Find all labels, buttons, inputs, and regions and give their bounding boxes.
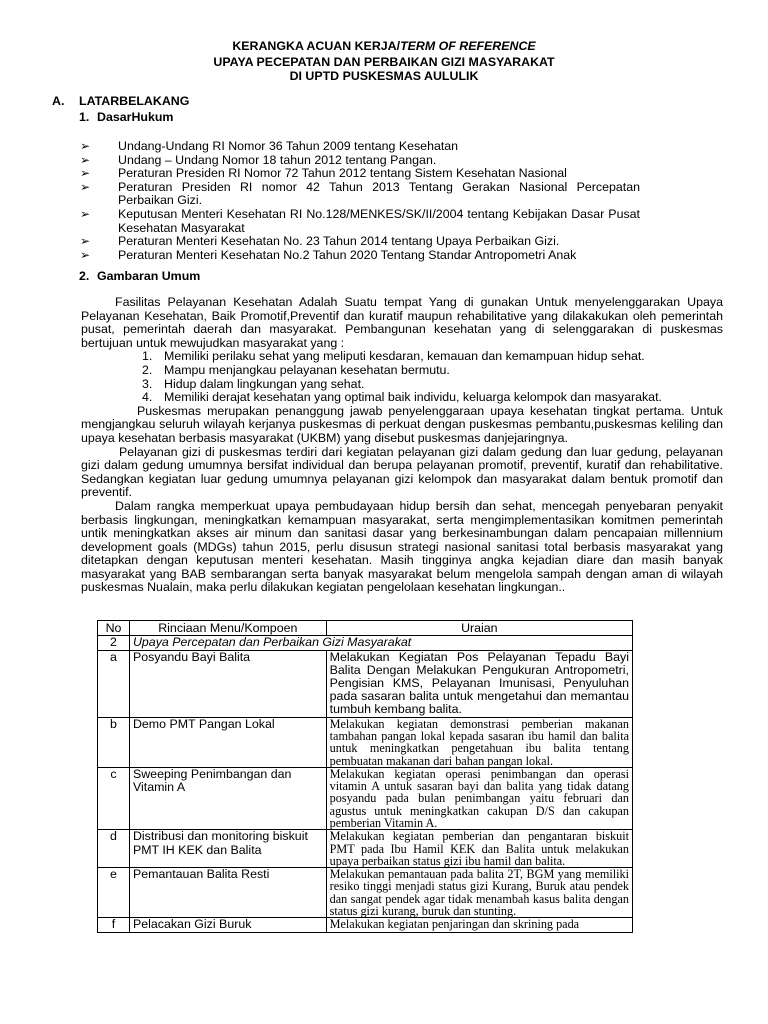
subsection-number: 1. xyxy=(79,110,90,124)
list-item-text: Mampu menjangkau pelayanan kesehatan bermutu. xyxy=(164,362,450,377)
paragraph: Puskesmas merupakan penanggung jawab penyelenggaraan upaya kesehatan tingkat pertama. Untuk mengjangkau seluruh wilayah kerjanya puskesmas di perkuat dengan puskesmas pembantu,puskesmas keliling dan upaya kesehatan berbasis masyarakat (UKBM) yang disebut puskesmas danjejaringnya. xyxy=(81,403,723,445)
arrow-bullet-icon: ➢ xyxy=(80,206,91,221)
row-menu: Demo PMT Pangan Lokal xyxy=(129,717,326,767)
section-a-heading xyxy=(52,95,189,109)
paragraph: Dalam rangka memperkuat upaya pembudayaan hidup bersih dan sehat, mencegah penyebaran penyakit berbasis lingkungan, meningkatkan kemampuan masyarakat, serta mengimplementasikan komitmen pemerintah untik meningkatkan akses air minum dan sanitasi dasar yang berkesinambungan dalam pencapaian millennium development goals (MDGs) tahun 2015, perlu disusun strategi nasional sanitasi total berbasis masyarakat yang ditetapkan dengan keputusan menteri kesehatan. Masih tingginya angka kejadian diare dan masih banyak masyarakat yang BAB sembarangan serta banyak masyarakat belum mengelola sampah dengan aman di wilayah puskesmas Nualain, maka perlu dilakukan kegiatan pengelolaan kesehatan lingkungan.. xyxy=(81,498,723,595)
list-item-text: Peraturan Menteri Kesehatan No.2 Tahun 2020 Tentang Standar Antropometri Anak xyxy=(118,247,577,262)
subsection-1-heading xyxy=(79,111,173,125)
list-item xyxy=(81,350,723,364)
row-uraian: Melakukan pemantauan pada balita 2T, BGM yang memiliki resiko tinggi menjadi status gizi Kurang, Buruk atau pendek dan sangat pendek agar tidak menambah kasus balita dengan status gizi kurang, buruk dan stunting. xyxy=(326,868,632,918)
subsection-number: 2. xyxy=(79,269,90,283)
list-number: 2. xyxy=(142,362,153,377)
row-uraian: Melakukan Kegiatan Pos Pelayanan Tepadu Bayi Balita Dengan Melakukan Pengukuran Antropometri, Pengisian KMS, Pelayanan Imunisasi, Penyuluhan pada sasaran balita untuk mengetahui dan memantau tumbuh kembang balita. xyxy=(326,650,632,717)
gambaran-umum-body xyxy=(81,296,723,595)
list-item xyxy=(80,208,640,235)
row-letter: c xyxy=(98,767,130,829)
arrow-bullet-icon: ➢ xyxy=(80,247,91,262)
list-item-text: Memiliki derajat kesehatan yang optimal baik individu, keluarga kelompok dan masyarakat. xyxy=(164,390,662,405)
row-letter: f xyxy=(98,918,130,933)
row-menu: Distribusi dan monitoring biskuit PMT IH KEK dan Balita xyxy=(129,830,326,868)
list-item-text: Memiliki perilaku sehat yang meliputi kesdaran, kemauan dan kemampuan hidup sehat. xyxy=(164,349,645,364)
row-letter: a xyxy=(98,650,130,717)
table-row xyxy=(98,650,633,717)
list-item xyxy=(81,364,723,378)
arrow-bullet-icon: ➢ xyxy=(80,166,91,181)
list-number: 3. xyxy=(142,376,153,391)
table-row xyxy=(98,767,633,829)
section-title-cell: Upaya Percepatan dan Perbaikan Gizi Masyarakat xyxy=(129,636,632,651)
list-item xyxy=(80,154,640,168)
table-row xyxy=(98,868,633,918)
doc-title-line3: DI UPTD PUSKESMAS AULULIK xyxy=(289,69,479,83)
numbered-list xyxy=(81,350,723,404)
subsection-2-heading xyxy=(79,270,200,284)
row-uraian: Melakukan kegiatan operasi penimbangan dan operasi vitamin A untuk sasaran bayi dan balita yang tidak datang posyandu pada bulan penimbangan yaitu februari dan agustus untuk meningkatkan cakupan D/S dan cakupan pemberian Vitamin A. xyxy=(326,767,632,829)
list-item-text: Keputusan Menteri Kesehatan RI No.128/MENKES/SK/II/2004 tentang Kebijakan Dasar Pusat Kesehatan Masyarakat xyxy=(118,206,640,235)
title-prefix: KERANGKA ACUAN KERJA/ xyxy=(232,39,401,53)
list-item xyxy=(80,249,640,263)
row-letter: b xyxy=(98,717,130,767)
section-title: LATARBELAKANG xyxy=(79,94,190,108)
row-uraian: Melakukan kegiatan demonstrasi pemberian makanan tambahan pangan lokal kepada sasaran ibu hamil dan balita untuk meningkatkan pengetahuan ibu balita tentang pembuatan makanan dari bahan pangan lokal. xyxy=(326,717,632,767)
section-number: A. xyxy=(52,94,65,108)
dasar-hukum-list xyxy=(80,140,640,262)
section-number-cell: 2 xyxy=(98,636,130,651)
paragraph: Fasilitas Pelayanan Kesehatan Adalah Suatu tempat Yang di gunakan Untuk menyelenggarakan Upaya Pelayanan Kesehatan, Baik Promotif,Preventif dan kuratif maupun rehabilitative yang dilakakukan oleh pemerintah pusat, pemerintah daerah dan masyarakat. Pembangunan kesehatan yang di selenggarakan di puskesmas bertujuan untuk mewujudkan masyarakat yang : xyxy=(81,295,723,350)
list-item xyxy=(81,378,723,392)
doc-title-line2: UPAYA PECEPATAN DAN PERBAIKAN GIZI MASYARAKAT xyxy=(213,55,555,69)
row-uraian: Melakukan kegiatan penjaringan dan skrining pada xyxy=(326,918,632,933)
list-item-text: Peraturan Menteri Kesehatan No. 23 Tahun 2014 tentang Upaya Perbaikan Gizi. xyxy=(118,234,560,249)
doc-title-line1 xyxy=(0,39,768,54)
arrow-bullet-icon: ➢ xyxy=(80,234,91,249)
row-menu: Pelacakan Gizi Buruk xyxy=(129,918,326,933)
row-menu: Posyandu Bayi Balita xyxy=(129,650,326,717)
arrow-bullet-icon: ➢ xyxy=(80,179,91,194)
column-header-uraian: Uraian xyxy=(326,621,632,636)
list-item xyxy=(80,140,640,154)
list-item xyxy=(80,181,640,208)
column-header-menu: Rinciaan Menu/Kompoen xyxy=(129,621,326,636)
activity-table xyxy=(97,620,633,933)
row-menu: Sweeping Penimbangan dan Vitamin A xyxy=(129,767,326,829)
list-item-text: Peraturan Presiden RI nomor 42 Tahun 2013 Tentang Gerakan Nasional Percepatan Perbaikan Gizi. xyxy=(118,179,640,208)
table-row xyxy=(98,830,633,868)
list-item-text: Hidup dalam lingkungan yang sehat. xyxy=(164,376,365,391)
list-number: 4. xyxy=(142,390,153,405)
row-uraian: Melakukan kegiatan pemberian dan pengantaran biskuit PMT pada Ibu Hamil KEK dan Balita untuk melakukan upaya perbaikan status gizi ibu hamil dan balita. xyxy=(326,830,632,868)
list-number: 1. xyxy=(142,349,153,364)
arrow-bullet-icon: ➢ xyxy=(80,139,91,153)
row-letter: d xyxy=(98,830,130,868)
row-menu: Pemantauan Balita Resti xyxy=(129,868,326,918)
table-header-row xyxy=(98,621,633,636)
subsection-title: DasarHukum xyxy=(97,110,174,124)
subsection-title: Gambaran Umum xyxy=(97,269,201,283)
row-letter: e xyxy=(98,868,130,918)
paragraph: Pelayanan gizi di puskesmas terdiri dari kegiatan pelayanan gizi dalam gedung dan luar gedung, pelayanan gizi dalam gedung umumnya bersifat individual dan berupa pelayanan promotif, preventif, kuratif dan rehabilitative. Sedangkan kegiatan luar gedung umumnya pelayanan gizi kelompok dan masyarakat dalam bentuk promotif dan preventif. xyxy=(81,444,723,500)
table-row xyxy=(98,918,633,933)
column-header-no: No xyxy=(98,621,130,636)
list-item-text: Undang-Undang RI Nomor 36 Tahun 2009 tentang Kesehatan xyxy=(118,139,459,153)
list-item xyxy=(81,391,723,405)
title-italic: TERM OF REFERENCE xyxy=(400,39,536,53)
arrow-bullet-icon: ➢ xyxy=(80,152,91,167)
table-section-row xyxy=(98,636,633,651)
list-item xyxy=(80,235,640,249)
list-item xyxy=(80,167,640,181)
list-item-text: Undang – Undang Nomor 18 tahun 2012 tentang Pangan. xyxy=(118,152,437,167)
list-item-text: Peraturan Presiden RI Nomor 72 Tahun 2012 tentang Sistem Kesehatan Nasional xyxy=(118,166,567,181)
table-row xyxy=(98,717,633,767)
